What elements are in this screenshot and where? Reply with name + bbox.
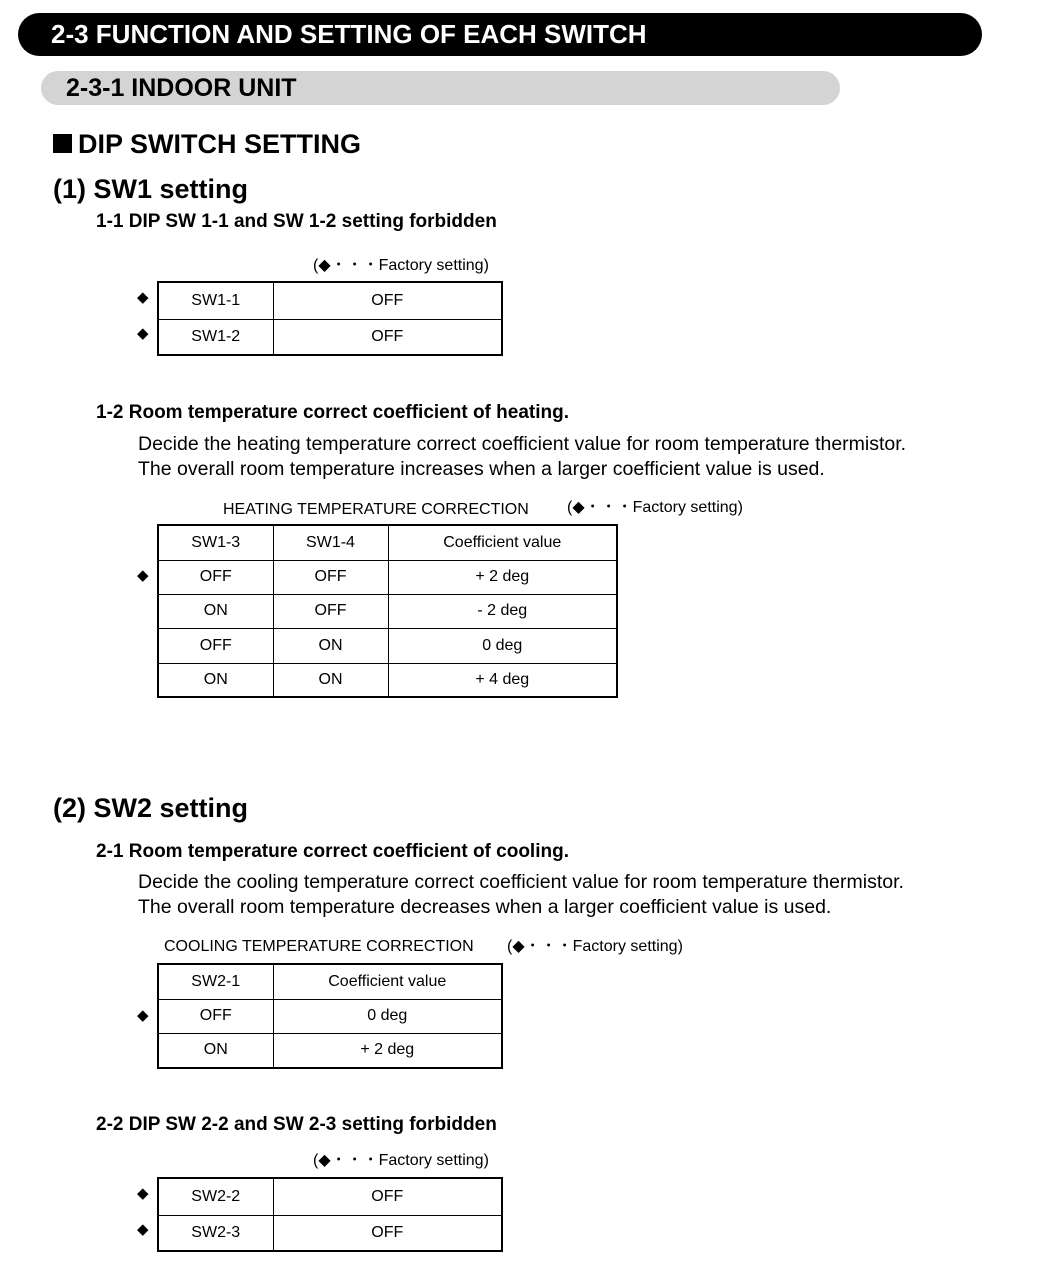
- square-bullet-icon: [53, 134, 72, 153]
- table-cell: - 2 deg: [388, 594, 617, 628]
- factory-mark-icon: ◆: [137, 1007, 149, 1024]
- subsection-title: 2-3-1 INDOOR UNIT: [66, 74, 297, 102]
- sw2-heading: (2) SW2 setting: [53, 793, 249, 823]
- table-row: [158, 663, 617, 697]
- table-cell: + 2 deg: [388, 560, 617, 594]
- dip-switch-heading-text: DIP SWITCH SETTING: [78, 129, 362, 159]
- column-header: Coefficient value: [388, 525, 617, 560]
- factory-note: (◆・・・Factory setting): [567, 499, 743, 516]
- table-cell: OFF: [158, 560, 273, 594]
- factory-mark-icon: ◆: [137, 325, 149, 342]
- table-cell: SW2-3: [158, 1215, 273, 1251]
- column-header: SW1-3: [158, 525, 273, 560]
- sw2-forbidden-table: [157, 1177, 503, 1252]
- table-cell: ON: [158, 594, 273, 628]
- factory-note: (◆・・・Factory setting): [313, 1152, 489, 1169]
- factory-note: (◆・・・Factory setting): [507, 938, 683, 955]
- column-header: SW1-4: [273, 525, 388, 560]
- table-cell: 0 deg: [273, 999, 502, 1033]
- table-row: [158, 1178, 502, 1215]
- sw1-sub2-desc-line1: Decide the heating temperature correct coefficient value for room temperature thermistor.: [138, 433, 907, 455]
- table-row: [158, 1215, 502, 1251]
- table-cell: SW2-2: [158, 1178, 273, 1215]
- table-cell: OFF: [273, 1178, 502, 1215]
- sw2-sub1-desc-line2: The overall room temperature decreases when a larger coefficient value is used.: [138, 896, 832, 918]
- table-cell: ON: [273, 628, 388, 663]
- table-cell: ON: [158, 663, 273, 697]
- table-cell: OFF: [158, 999, 273, 1033]
- table-header-row: [158, 525, 617, 560]
- factory-mark-icon: ◆: [137, 1185, 149, 1202]
- table-header-row: [158, 964, 502, 999]
- cooling-correction-table: [157, 963, 503, 1069]
- table-cell: ON: [158, 1033, 273, 1068]
- column-header: SW2-1: [158, 964, 273, 999]
- table-cell: OFF: [273, 319, 502, 355]
- factory-mark-icon: ◆: [137, 289, 149, 306]
- sw1-sub1-heading: 1-1 DIP SW 1-1 and SW 1-2 setting forbidden: [96, 211, 497, 232]
- table-row: [158, 560, 617, 594]
- sw1-forbidden-table: [157, 281, 503, 356]
- dip-switch-heading: [53, 127, 361, 161]
- table-cell: SW1-1: [158, 282, 273, 319]
- table-row: [158, 999, 502, 1033]
- table-cell: + 2 deg: [273, 1033, 502, 1068]
- factory-mark-icon: ◆: [137, 1221, 149, 1238]
- heating-table-title: HEATING TEMPERATURE CORRECTION: [223, 501, 529, 518]
- section-title: 2-3 FUNCTION AND SETTING OF EACH SWITCH: [51, 19, 647, 49]
- table-cell: OFF: [273, 282, 502, 319]
- sw2-sub2-heading: 2-2 DIP SW 2-2 and SW 2-3 setting forbidden: [96, 1114, 497, 1135]
- section-banner: [18, 13, 982, 56]
- table-row: [158, 628, 617, 663]
- sw2-sub1-heading: 2-1 Room temperature correct coefficient of cooling.: [96, 841, 569, 862]
- column-header: Coefficient value: [273, 964, 502, 999]
- table-cell: OFF: [273, 594, 388, 628]
- table-cell: OFF: [273, 560, 388, 594]
- table-cell: 0 deg: [388, 628, 617, 663]
- subsection-banner: [41, 71, 840, 105]
- table-cell: OFF: [273, 1215, 502, 1251]
- table-row: [158, 282, 502, 319]
- table-cell: + 4 deg: [388, 663, 617, 697]
- sw1-sub2-desc-line2: The overall room temperature increases when a larger coefficient value is used.: [138, 458, 825, 480]
- table-row: [158, 594, 617, 628]
- cooling-table-title: COOLING TEMPERATURE CORRECTION: [164, 938, 474, 955]
- table-cell: OFF: [158, 628, 273, 663]
- table-row: [158, 1033, 502, 1068]
- table-cell: ON: [273, 663, 388, 697]
- factory-mark-icon: ◆: [137, 567, 149, 584]
- factory-note: (◆・・・Factory setting): [313, 257, 489, 274]
- table-row: [158, 319, 502, 355]
- sw1-sub2-heading: 1-2 Room temperature correct coefficient of heating.: [96, 402, 569, 423]
- sw2-sub1-desc-line1: Decide the cooling temperature correct coefficient value for room temperature thermistor.: [138, 871, 904, 893]
- sw1-heading: (1) SW1 setting: [53, 174, 249, 204]
- table-cell: SW1-2: [158, 319, 273, 355]
- heating-correction-table: [157, 524, 618, 698]
